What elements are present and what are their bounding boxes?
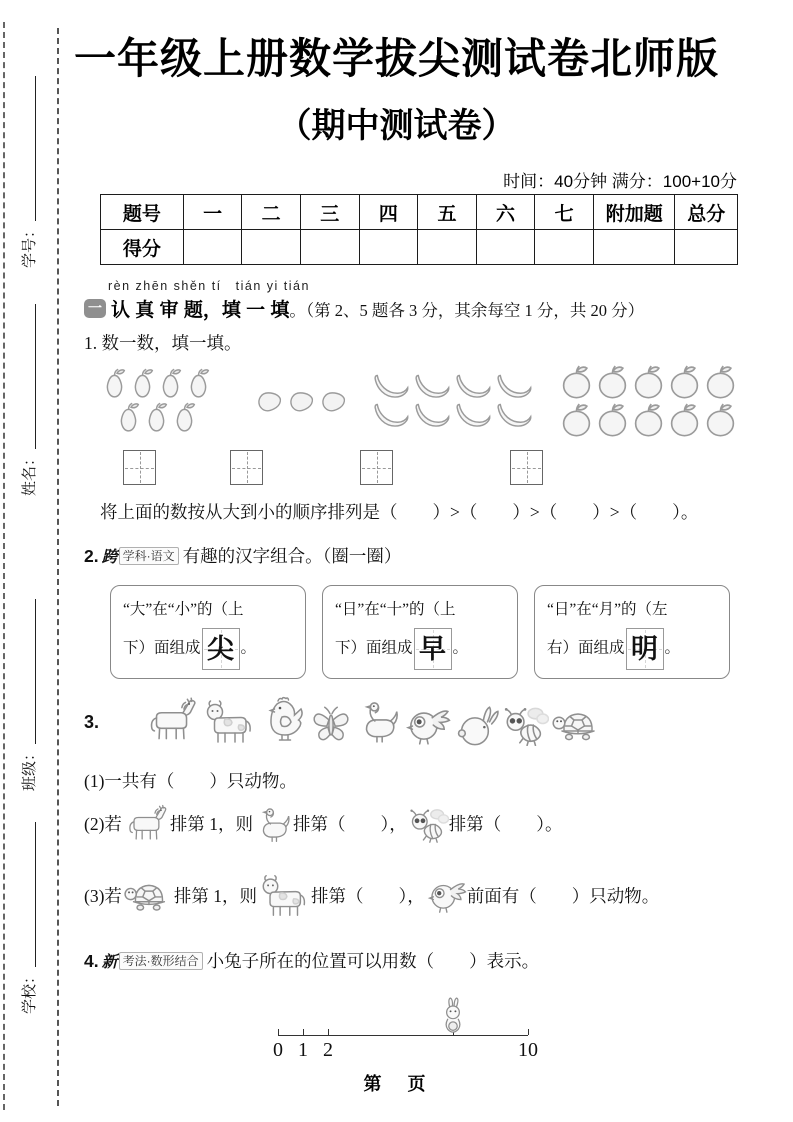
q3-sub2-mid1: 排第 1，则 xyxy=(169,814,254,834)
mango-icon xyxy=(319,390,350,413)
bee-icon xyxy=(501,702,549,746)
number-line-tick xyxy=(328,1029,329,1035)
score-empty-cell[interactable] xyxy=(183,230,242,265)
hanzi-box-2-line2: 下）面组成 xyxy=(335,639,413,657)
pear-icon xyxy=(157,368,184,400)
score-table-header-cell: 四 xyxy=(359,195,418,230)
section-1-score-note: 。（第 2、5 题各 3 分，其余每空 1 分，共 20 分） xyxy=(289,300,645,320)
hanzi-box-1-line1: “大”在“小”的（上 xyxy=(123,601,244,618)
turtle-icon xyxy=(550,702,604,746)
banana-icon xyxy=(372,402,412,429)
exam-meta: 时间：40分钟 满分：100+10分 xyxy=(503,172,737,191)
page-subtitle: （期中测试卷） xyxy=(277,107,516,145)
turtle-icon xyxy=(122,874,174,916)
q2-number: 2. xyxy=(84,546,99,566)
pear-icon xyxy=(101,368,128,400)
score-empty-cell[interactable] xyxy=(300,230,359,265)
score-table-header-cell: 总分 xyxy=(675,195,738,230)
score-empty-cell[interactable] xyxy=(535,230,594,265)
mango-icon xyxy=(255,390,286,413)
fruit-group-apples xyxy=(554,358,742,444)
chicken-icon xyxy=(258,692,308,746)
q3-sub2-mid2: 排第（ ）， xyxy=(293,814,407,834)
bee-icon xyxy=(407,804,449,843)
q3-sub3-end: 前面有（ ）只动物。 xyxy=(466,885,660,906)
footer-page-number: 第 页 xyxy=(363,1074,430,1094)
score-table-header-cell: 七 xyxy=(535,195,594,230)
section-1-header xyxy=(84,276,744,322)
bird-icon xyxy=(403,702,451,746)
score-empty-cell[interactable] xyxy=(242,230,301,265)
q4-badge-prefix: 新 xyxy=(101,954,118,971)
school-line xyxy=(35,822,36,967)
section-1-title: 认 真 审 题，填 一 填 xyxy=(111,300,290,321)
animal-row xyxy=(142,692,604,746)
number-line-label: 0 xyxy=(273,1039,283,1061)
score-table-header-cell: 题号 xyxy=(101,195,184,230)
answer-box-3[interactable] xyxy=(360,450,393,485)
score-table-header-cell: 二 xyxy=(242,195,301,230)
answer-box-2[interactable] xyxy=(230,450,263,485)
q2-line xyxy=(84,543,401,568)
score-empty-cell[interactable] xyxy=(418,230,477,265)
goose-icon xyxy=(253,803,293,845)
margin-field-name xyxy=(19,304,39,496)
q3-sub3-mid2: 排第（ ）， xyxy=(311,885,425,906)
pear-icon xyxy=(115,402,142,434)
q1-text: 1. 数一数，填一填。 xyxy=(84,333,242,353)
section-number-badge: 一 xyxy=(84,299,106,318)
q3-sub1: (1)一共有（ ）只动物。 xyxy=(84,771,297,791)
bird-icon xyxy=(425,876,467,914)
q4-text: 小兔子所在的位置可以用数（ ）表示。 xyxy=(206,951,540,971)
q4-line xyxy=(84,948,539,973)
goose-icon xyxy=(354,696,402,746)
pear-icon xyxy=(129,368,156,400)
butterfly-icon xyxy=(309,700,353,746)
margin-field-class xyxy=(19,599,39,791)
class-line xyxy=(35,599,36,744)
banana-icon xyxy=(454,373,494,400)
horse-icon xyxy=(122,802,170,845)
score-table-header-cell: 三 xyxy=(300,195,359,230)
score-empty-cell[interactable] xyxy=(359,230,418,265)
pear-icon xyxy=(185,368,212,400)
q3-sub3-pre: (3)若 xyxy=(84,885,122,906)
hanzi-box-2 xyxy=(322,585,518,679)
number-line-label: 10 xyxy=(518,1039,538,1061)
q3-sub3 xyxy=(84,872,659,918)
banana-icon xyxy=(413,402,453,429)
q3-sub2 xyxy=(84,802,563,845)
fruit-group-bananas xyxy=(368,358,538,444)
hanzi-char-box-ming: 明 xyxy=(626,628,664,670)
apple-icon xyxy=(703,402,738,438)
q2-badge-prefix: 跨 xyxy=(101,549,118,566)
student-number-label: 学号： xyxy=(22,222,38,268)
banana-icon xyxy=(413,373,453,400)
score-table xyxy=(100,194,738,265)
q3-number: 3. xyxy=(84,712,100,732)
hanzi-box-1-suffix: 。 xyxy=(240,639,257,657)
hanzi-box-1 xyxy=(110,585,306,679)
apple-icon xyxy=(667,402,702,438)
q3-sub2-end: 排第（ ）。 xyxy=(448,814,563,834)
apple-icon xyxy=(595,364,630,400)
answer-box-1[interactable] xyxy=(123,450,156,485)
cow-icon xyxy=(257,872,311,918)
hanzi-box-2-suffix: 。 xyxy=(452,639,469,657)
score-row-label: 得分 xyxy=(101,230,184,265)
score-table-header-cell: 附加题 xyxy=(593,195,675,230)
horse-icon xyxy=(142,694,200,746)
hanzi-box-3 xyxy=(534,585,730,679)
class-label: 班级： xyxy=(22,745,38,791)
number-line-tick xyxy=(303,1029,304,1035)
score-table-header-cell: 一 xyxy=(183,195,242,230)
number-line-label: 2 xyxy=(323,1039,333,1061)
number-line-label: 1 xyxy=(298,1039,308,1061)
apple-icon xyxy=(559,402,594,438)
apple-icon xyxy=(703,364,738,400)
hanzi-char-box-zao: 早 xyxy=(414,628,452,670)
name-line xyxy=(35,304,36,449)
hanzi-char-box-jian: 尖 xyxy=(202,628,240,670)
q2-badge-box: 学科·语文 xyxy=(119,547,179,565)
apple-icon xyxy=(595,402,630,438)
score-empty-cell[interactable] xyxy=(476,230,535,265)
school-label: 学校： xyxy=(22,968,38,1014)
hanzi-box-3-line1: “日”在“月”的（左 xyxy=(547,601,668,618)
name-label: 姓名： xyxy=(22,450,38,496)
number-line-tick xyxy=(278,1029,279,1035)
q4-number: 4. xyxy=(84,951,99,971)
q2-text: 有趣的汉字组合。（圈一圈） xyxy=(182,546,402,566)
hanzi-box-3-suffix: 。 xyxy=(664,639,681,657)
number-line xyxy=(265,988,565,1061)
cow-icon xyxy=(201,696,257,746)
fruit-group-mangoes xyxy=(250,358,355,444)
banana-icon xyxy=(495,373,535,400)
pear-icon xyxy=(143,402,170,434)
hanzi-box-2-line1: “日”在“十”的（上 xyxy=(335,601,456,618)
q3-sub2-pre: (2)若 xyxy=(84,814,122,834)
rabbit-icon xyxy=(452,704,500,746)
q3-sub3-mid1: 排第 1，则 xyxy=(173,885,258,906)
mango-icon xyxy=(287,390,318,413)
apple-icon xyxy=(559,364,594,400)
fruit-group-pears xyxy=(96,358,216,444)
score-table-header-cell: 五 xyxy=(418,195,477,230)
banana-icon xyxy=(454,402,494,429)
q4-badge-box: 考法·数形结合 xyxy=(119,952,203,970)
answer-box-4[interactable] xyxy=(510,450,543,485)
apple-icon xyxy=(631,364,666,400)
rabbit-on-numberline-icon xyxy=(440,997,466,1033)
pear-icon xyxy=(171,402,198,434)
score-table-header-cell: 六 xyxy=(476,195,535,230)
number-line-tick xyxy=(528,1029,529,1035)
hanzi-box-3-line2: 右）面组成 xyxy=(547,639,625,657)
q1-order-text: 将上面的数按从大到小的顺序排列是（ ）>（ ）>（ ）>（ ）。 xyxy=(100,502,699,522)
apple-icon xyxy=(667,364,702,400)
margin-field-school xyxy=(19,822,39,1014)
page-title: 一年级上册数学拔尖测试卷北师版 xyxy=(73,35,719,82)
hanzi-box-1-line2: 下）面组成 xyxy=(123,639,201,657)
apple-icon xyxy=(631,402,666,438)
pinyin-text: rèn zhēn shěn tí tián yi tián xyxy=(108,279,310,293)
banana-icon xyxy=(495,402,535,429)
score-empty-cell[interactable] xyxy=(675,230,738,265)
banana-icon xyxy=(372,373,412,400)
number-line-axis xyxy=(278,1035,528,1036)
score-empty-cell[interactable] xyxy=(593,230,675,265)
